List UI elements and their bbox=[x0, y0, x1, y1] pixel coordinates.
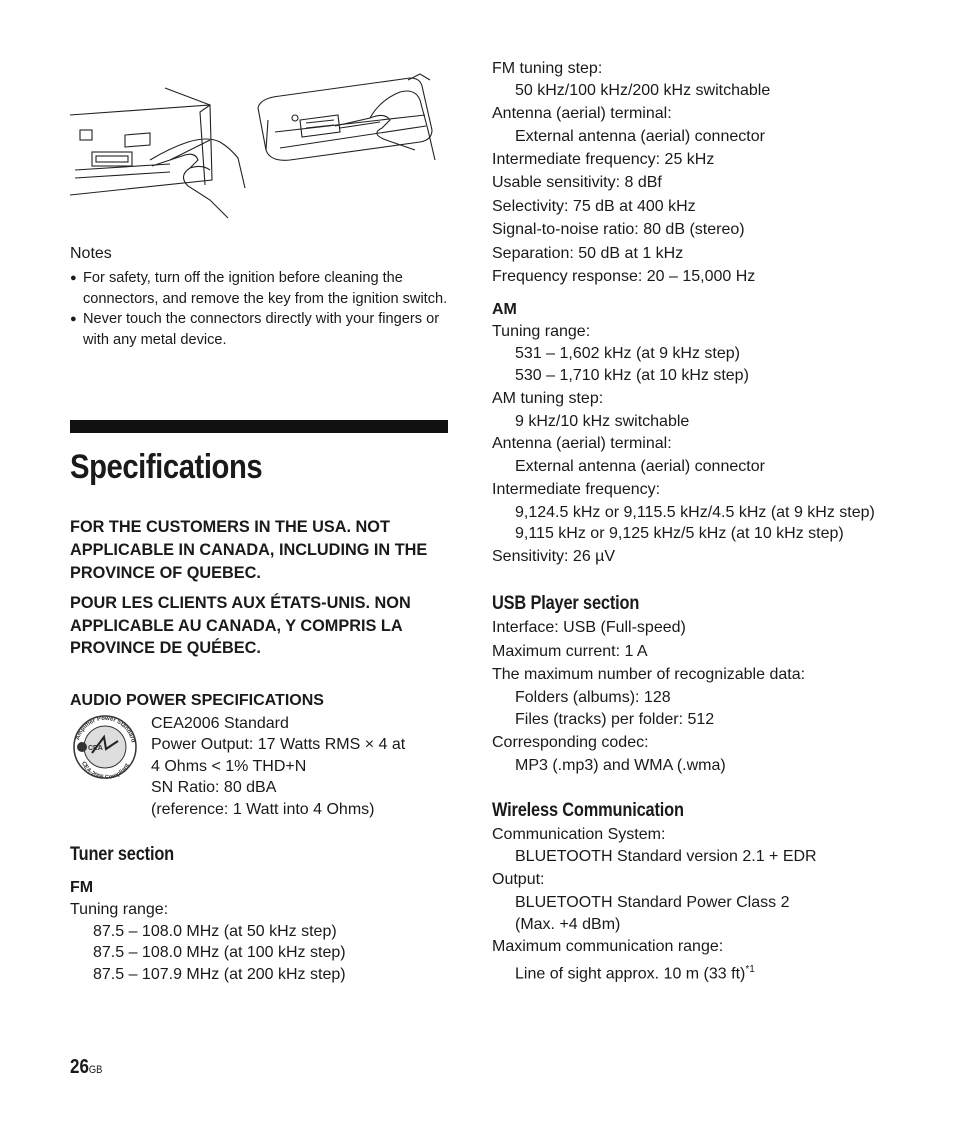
audio-power-heading: AUDIO POWER SPECIFICATIONS bbox=[70, 691, 324, 709]
wireless-range-value bbox=[492, 959, 892, 985]
page-title: Specifications bbox=[70, 448, 263, 487]
usb-interface: Interface: USB (Full-speed) bbox=[492, 619, 686, 636]
usb-section-heading: USB Player section bbox=[492, 592, 640, 614]
am-tuning-range-label: Tuning range: bbox=[492, 322, 591, 340]
page-number-value: 26 bbox=[70, 1056, 89, 1078]
usb-codec-label: Corresponding codec: bbox=[492, 733, 649, 751]
audio-spec-line: 4 Ohms < 1% THD+N bbox=[151, 757, 307, 775]
fm-tuning-range-value: 87.5 – 108.0 MHz (at 100 kHz step) bbox=[93, 944, 346, 962]
page-number bbox=[70, 1056, 102, 1079]
fm-heading: FM bbox=[70, 878, 94, 896]
usa-notice-fr: POUR LES CLIENTS AUX ÉTATS-UNIS. NON APPLICABLE AU CANADA, Y COMPRIS LA PROVINCE DE QUÉBEC. bbox=[70, 594, 411, 658]
usb-folders: Folders (albums): 128 bbox=[515, 689, 671, 706]
fm-tuning-range-label: Tuning range: bbox=[70, 900, 169, 918]
am-heading: AM bbox=[492, 300, 517, 318]
page-number-suffix: GB bbox=[88, 1064, 103, 1076]
am-if-label: Intermediate frequency: bbox=[492, 480, 661, 498]
am-if-value: 9,124.5 kHz or 9,115.5 kHz/4.5 kHz (at 9 kHz step) bbox=[515, 503, 875, 521]
am-tuning-range-value: 531 – 1,602 kHz (at 9 kHz step) bbox=[515, 344, 740, 362]
fm-selectivity: Selectivity: 75 dB at 400 kHz bbox=[492, 197, 696, 215]
svg-text:Amplifier Power Standard: Amplifier Power Standard bbox=[74, 715, 136, 743]
usa-notice: FOR THE CUSTOMERS IN THE USA. NOT APPLICABLE IN CANADA, INCLUDING IN THE PROVINCE OF QUEBEC. bbox=[70, 518, 428, 582]
wireless-system-value: BLUETOOTH Standard version 2.1 + EDR bbox=[515, 848, 817, 865]
fm-separation: Separation: 50 dB at 1 kHz bbox=[492, 244, 684, 262]
usb-max-current: Maximum current: 1 A bbox=[492, 642, 648, 660]
fm-usable-sensitivity: Usable sensitivity: 8 dBf bbox=[492, 174, 662, 191]
note-item bbox=[70, 268, 448, 309]
note-item bbox=[70, 309, 448, 350]
wireless-output-value: BLUETOOTH Standard Power Class 2 (Max. +4 dBm) bbox=[515, 894, 790, 933]
fm-frequency-response: Frequency response: 20 – 15,000 Hz bbox=[492, 268, 756, 285]
audio-spec-line: Power Output: 17 Watts RMS × 4 at bbox=[151, 736, 406, 754]
fm-tuning-range-value: 87.5 – 107.9 MHz (at 200 kHz step) bbox=[93, 965, 346, 983]
left-column bbox=[70, 60, 448, 986]
am-tuning-step-label: AM tuning step: bbox=[492, 389, 604, 407]
bullet-icon: ● bbox=[70, 272, 77, 284]
wireless-section-heading: Wireless Communication bbox=[492, 798, 684, 821]
svg-text:CEA: CEA bbox=[88, 744, 103, 752]
section-rule bbox=[70, 420, 448, 433]
right-column bbox=[492, 58, 892, 985]
usb-max-data-label: The maximum number of recognizable data: bbox=[492, 666, 806, 683]
audio-spec-line: SN Ratio: 80 dBA bbox=[151, 779, 277, 797]
am-antenna-value: External antenna (aerial) connector bbox=[515, 457, 765, 475]
note-text: Never touch the connectors directly with your fingers or with any metal device. bbox=[83, 311, 440, 348]
svg-text:CEA-2006 Compliant: CEA-2006 Compliant bbox=[79, 760, 131, 781]
fm-antenna-label: Antenna (aerial) terminal: bbox=[492, 105, 672, 122]
notes-title: Notes bbox=[70, 245, 112, 262]
audio-spec-line: CEA2006 Standard bbox=[151, 714, 289, 732]
footnote-marker: *1 bbox=[745, 964, 755, 975]
tuner-section-heading: Tuner section bbox=[70, 842, 175, 865]
am-antenna-label: Antenna (aerial) terminal: bbox=[492, 434, 672, 452]
wireless-range-text: Line of sight approx. 10 m (33 ft) bbox=[515, 965, 746, 983]
wireless-system-label: Communication System: bbox=[492, 825, 666, 843]
connector-cleaning-illustration bbox=[70, 60, 448, 225]
wireless-range-label: Maximum communication range: bbox=[492, 938, 724, 955]
fm-intermediate-frequency: Intermediate frequency: 25 kHz bbox=[492, 150, 715, 168]
wireless-output-label: Output: bbox=[492, 871, 545, 888]
cea-2006-compliant-logo bbox=[70, 713, 148, 821]
am-if-value: 9,115 kHz or 9,125 kHz/5 kHz (at 10 kHz step) bbox=[515, 525, 844, 542]
bullet-icon: ● bbox=[70, 313, 77, 326]
audio-spec-line: (reference: 1 Watt into 4 Ohms) bbox=[151, 800, 375, 818]
fm-signal-to-noise: Signal-to-noise ratio: 80 dB (stereo) bbox=[492, 221, 745, 238]
usb-codec-value: MP3 (.mp3) and WMA (.wma) bbox=[515, 756, 726, 774]
fm-antenna-value: External antenna (aerial) connector bbox=[515, 128, 765, 145]
am-tuning-range-value: 530 – 1,710 kHz (at 10 kHz step) bbox=[515, 366, 749, 384]
fm-tuning-step-value: 50 kHz/100 kHz/200 kHz switchable bbox=[515, 82, 771, 99]
fm-tuning-range-value: 87.5 – 108.0 MHz (at 50 kHz step) bbox=[93, 922, 337, 940]
am-tuning-step-value: 9 kHz/10 kHz switchable bbox=[515, 412, 690, 430]
usb-files: Files (tracks) per folder: 512 bbox=[515, 710, 715, 728]
fm-tuning-step-label: FM tuning step: bbox=[492, 60, 603, 77]
am-sensitivity: Sensitivity: 26 µV bbox=[492, 548, 616, 565]
note-text: For safety, turn off the ignition before cleaning the connectors, and remove the key from the ignition switch. bbox=[83, 270, 448, 307]
